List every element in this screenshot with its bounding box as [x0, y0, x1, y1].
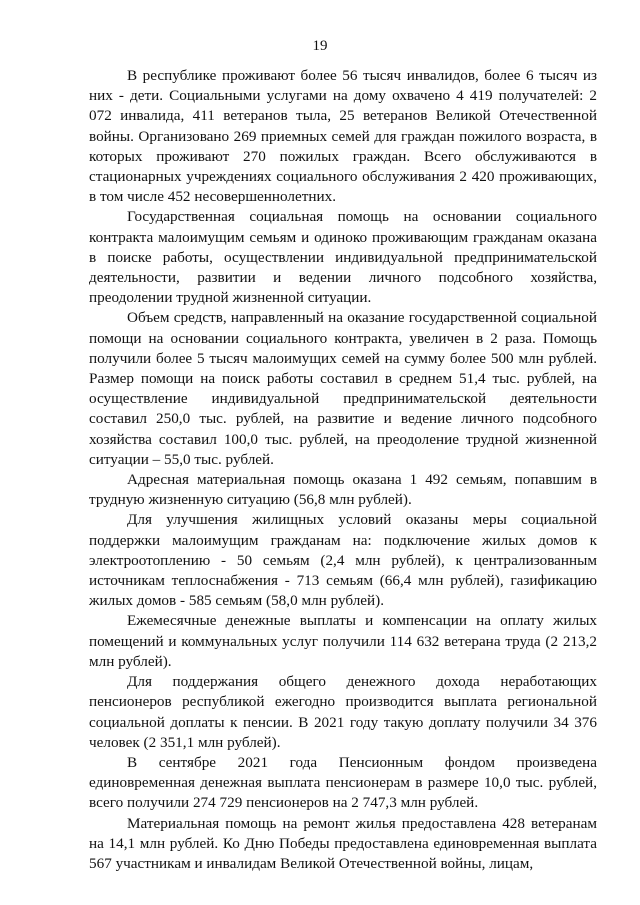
paragraph-housing-conditions: Для улучшения жилищных условий оказаны меры социальной поддержки малоимущим гражданам на: подключение жилых домов к электроотоплению - 50 семьям (2,4 млн рублей), к централизованным источникам теплоснабжения - 713 семьям (66,4 млн рублей), газификацию жилых домов - 585 семьям (58,0 млн рублей). — [89, 511, 597, 610]
page-number: 19 — [312, 38, 328, 54]
paragraph-disabled-population: В республике проживают более 56 тысяч инвалидов, более 6 тысяч из них - дети. Социальными услугами на дому охвачено 4 419 получателей: 2 072 инвалида, 411 ветеранов тыла, 25 ветеранов Великой Отечественной войны. Организовано 269 приемных семей для граждан пожилого возраста, в которых проживают 270 пожилых граждан. Всего обслуживаются в стационарных учреждениях социального обслуживания 2 420 проживающих, в том числе 452 несовершеннолетних. — [89, 67, 597, 206]
paragraph-housing-repair-aid: Материальная помощь на ремонт жилья предоставлена 428 ветеранам на 14,1 млн рублей. Ко Дню Победы предоставлена единовременная выплата 567 участникам и инвалидам Великой Отечественной войны, лицам, — [89, 814, 597, 872]
document-body — [89, 66, 597, 874]
paragraph-pension-supplement: Для поддержания общего денежного дохода неработающих пенсионеров республикой ежегодно производится выплата региональной социальной доплаты к пенсии. В 2021 году такую доплату получили 34 376 человек (2 351,1 млн рублей). — [89, 673, 597, 751]
paragraph-targeted-assistance: Адресная материальная помощь оказана 1 492 семьям, попавшим в трудную жизненную ситуацию (56,8 млн рублей). — [89, 471, 597, 509]
paragraph-pension-fund-payment: В сентябре 2021 года Пенсионным фондом произведена единовременная денежная выплата пенсионерам в размере 10,0 тыс. рублей, всего получили 274 729 пенсионеров на 2 747,3 млн рублей. — [89, 753, 597, 812]
paragraph-social-contract: Государственная социальная помощь на основании социального контракта малоимущим семьям и одиноко проживающим гражданам оказана в поиске работы, осуществлении индивидуальной предпринимательской деятельности, развитии и ведении личного подсобного хозяйства, преодолении трудной жизненной ситуации. — [89, 208, 597, 307]
paragraph-monthly-payments: Ежемесячные денежные выплаты и компенсации на оплату жилых помещений и коммунальных услуг получили 114 632 ветерана труда (2 213,2 млн рублей). — [89, 612, 597, 670]
paragraph-social-contract-funding: Объем средств, направленный на оказание государственной социальной помощи на основании социального контракта, увеличен в 2 раза. Помощь получили более 5 тысяч малоимущих семей на сумму более 500 млн рублей. Размер помощи на поиск работы составил в среднем 51,4 тыс. рублей, на осуществление индивидуальной предпринимательской деятельности составил 250,0 тыс. рублей, на развитие и ведение личного подсобного хозяйства составил 100,0 тыс. рублей, на преодоление трудной жизненной ситуации – 55,0 тыс. рублей. — [89, 309, 597, 468]
